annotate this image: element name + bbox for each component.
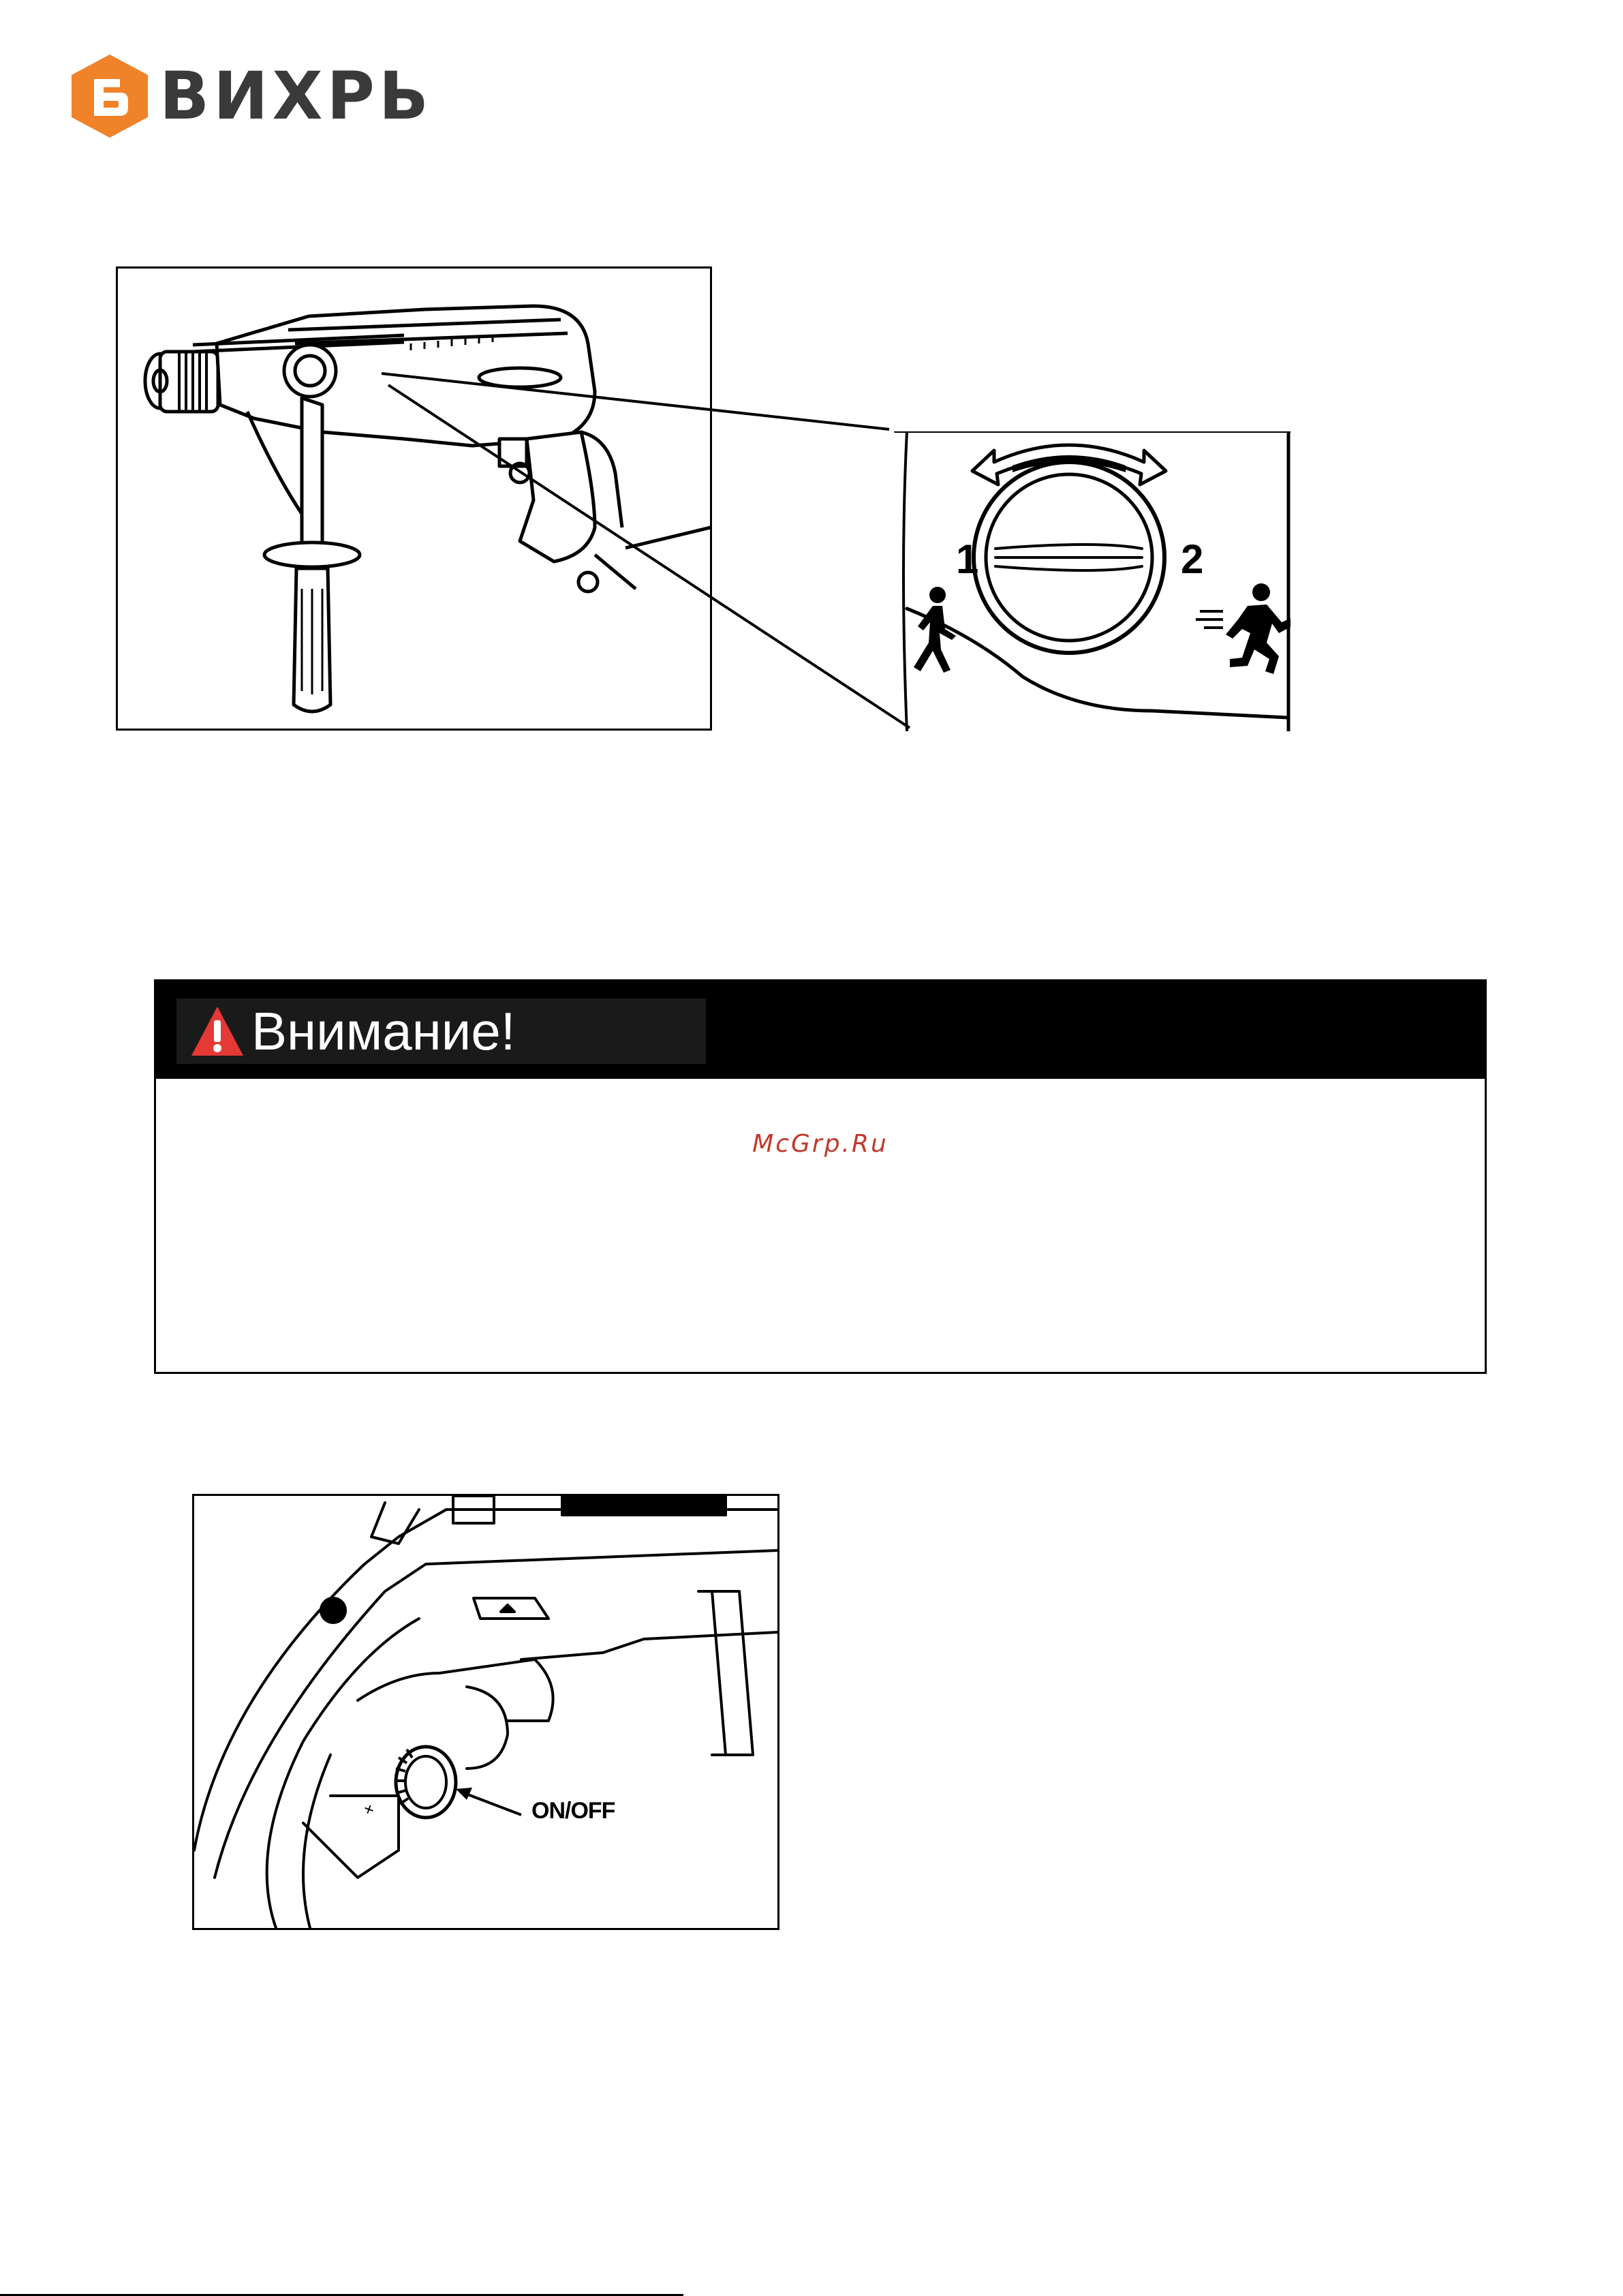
rotate-arrow-icon [972, 445, 1166, 485]
svg-text:+: + [357, 1801, 380, 1818]
speed-wheel [357, 1747, 456, 1818]
speed-selector-detail [893, 431, 1290, 731]
warning-triangle-icon [190, 1004, 245, 1058]
speed-selector-illustration [893, 431, 1290, 731]
warning-title: Внимание! [251, 1001, 516, 1061]
position-1-label: 1 [956, 536, 979, 582]
drill-overview-figure [116, 266, 712, 731]
running-person-icon [1196, 583, 1290, 674]
switch-illustration [194, 1496, 777, 1928]
onoff-switch-figure [192, 1494, 779, 1930]
watermark: McGrp.Ru [752, 1130, 888, 1158]
onoff-label: ON/OFF [531, 1798, 615, 1824]
warning-header [156, 981, 1485, 1079]
hexagon-b-logo-icon [65, 52, 154, 140]
warning-title-plate [176, 998, 706, 1064]
position-2-label: 2 [1181, 536, 1204, 582]
brand-name: ВИХРЬ [159, 58, 433, 134]
arrow-icon [456, 1788, 521, 1815]
warning-box [154, 979, 1487, 1374]
brand-logo [65, 52, 433, 140]
drill-illustration [118, 269, 710, 729]
